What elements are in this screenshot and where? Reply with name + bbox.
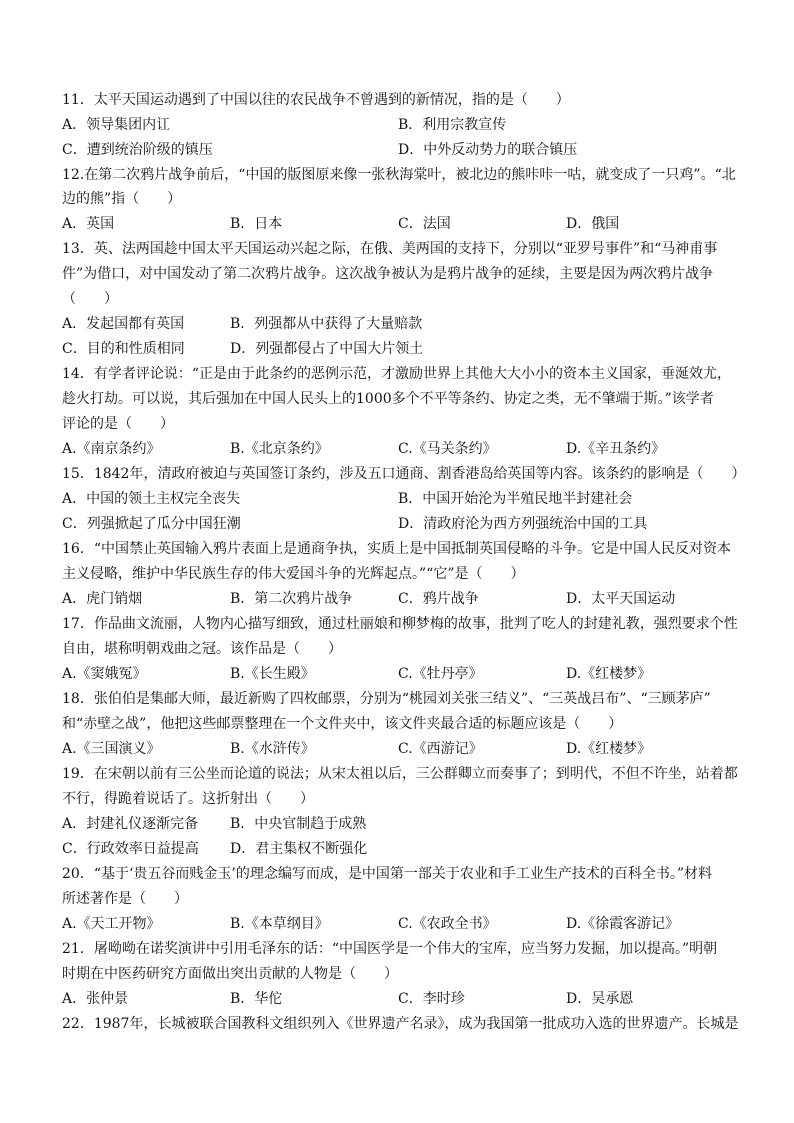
question-15-option-d: D．清政府沦为西方列强统治中国的工具 [398, 516, 648, 532]
question-19-option-a: A．封建礼仪逐渐完备 [62, 816, 199, 832]
question-14-stem-line-2: 趁火打劫。可以说，其后强加在中国人民头上的1000多个不平等条约、协定之类，无不肇端于斯。”该学者 [62, 391, 714, 407]
question-16-stem-line-2: 主义侵略，维护中华民族生存的伟大爱国斗争的光辉起点。”“它”是（ ） [62, 566, 525, 582]
question-13-option-c: C．目的和性质相同 [62, 341, 185, 357]
question-18-stem-line-2: 和“赤壁之战”，他把这些邮票整理在一个文件夹中，该文件夹最合适的标题应该是（ ） [62, 716, 623, 732]
question-11-option-c: C．遭到统治阶级的镇压 [62, 142, 213, 158]
question-16-option-d: D．太平天国运动 [566, 591, 676, 607]
question-14-stem-line-1: 14．有学者评论说：“正是由于此条约的恶例示范，才激励世界上其他大大小小的资本主义国家，垂涎效尤， [62, 366, 731, 382]
question-14-stem-line-3: 评论的是（ ） [62, 416, 174, 432]
question-11-option-d: D．中外反动势力的联合镇压 [398, 142, 578, 158]
question-22-stem-line-1: 22．1987年，长城被联合国教科文组织列入《世界遗产名录》，成为我国第一批成功入选的世界遗产。长城是 [62, 1016, 739, 1032]
question-12-stem-line-2: 边的熊”指（ ） [62, 191, 182, 207]
question-19-stem-line-1: 19．在宋朝以前有三公坐而论道的说法；从宋太祖以后，三公群卿立而奏事了；到明代，不但不许坐，站着都 [62, 766, 738, 782]
question-18-option-d: D.《红楼梦》 [566, 741, 652, 757]
question-20-option-c: C.《农政全书》 [398, 916, 497, 932]
question-20-option-b: B.《本草纲目》 [230, 916, 329, 932]
question-13-stem-line-1: 13．英、法两国趁中国太平天国运动兴起之际，在俄、美两国的支持下，分别以“亚罗号事件”和“马神甫事 [62, 241, 718, 257]
question-17-stem-line-1: 17．作品曲文流丽，人物内心描写细致，通过杜丽娘和柳梦梅的故事，批判了吃人的封建礼教，强烈要求个性 [62, 616, 738, 632]
question-15-option-b: B．中国开始沦为半殖民地半封建社会 [398, 491, 633, 507]
question-15-option-c: C．列强掀起了瓜分中国狂潮 [62, 516, 241, 532]
question-21-stem-line-2: 时期在中医药研究方面做出突出贡献的人物是（ ） [62, 966, 398, 982]
question-19-option-b: B．中央官制趋于成熟 [230, 816, 367, 832]
question-17-option-c: C.《牡丹亭》 [398, 666, 483, 682]
question-12-option-d: D．俄国 [566, 216, 620, 232]
question-13-stem-line-2: 件”为借口，对中国发动了第二次鸦片战争。这次战争被认为是鸦片战争的延续，主要是因为两次鸦片战争 [62, 266, 714, 282]
question-15-stem: 15．1842年，清政府被迫与英国签订条约，涉及五口通商、割香港岛给英国等内容。该条约的影响是（ ） [62, 466, 746, 482]
question-16-option-c: C．鸦片战争 [398, 591, 479, 607]
question-19-stem-line-2: 不行，得跪着说话了。这折射出（ ） [62, 791, 314, 807]
question-12-option-c: C．法国 [398, 216, 451, 232]
question-13-option-d: D．列强都侵占了中国大片领土 [230, 341, 424, 357]
question-11-option-a: A．领导集团内讧 [62, 117, 171, 133]
question-14-option-d: D.《辛丑条约》 [566, 441, 666, 457]
question-21-option-a: A．张仲景 [62, 991, 129, 1007]
question-21-option-b: B．华佗 [230, 991, 283, 1007]
question-19-option-c: C．行政效率日益提高 [62, 841, 199, 857]
question-12-option-b: B．日本 [230, 216, 283, 232]
question-18-option-a: A.《三国演义》 [62, 741, 161, 757]
question-21-option-d: D．吴承恩 [566, 991, 634, 1007]
question-13-stem-line-3: （ ） [62, 291, 118, 307]
question-16-option-a: A．虎门销烟 [62, 591, 143, 607]
question-11-option-b: B．利用宗教宣传 [398, 117, 507, 133]
question-12-option-a: A．英国 [62, 216, 115, 232]
question-14-option-b: B.《北京条约》 [230, 441, 329, 457]
question-14-option-a: A.《南京条约》 [62, 441, 161, 457]
question-20-stem-line-1: 20．“基于‘贵五谷而贱金玉’的理念编写而成，是中国第一部关于农业和手工业生产技术的百科全书。”材料 [62, 866, 713, 882]
question-17-option-b: B.《长生殿》 [230, 666, 315, 682]
question-17-stem-line-2: 自由，堪称明朝戏曲之冠。该作品是（ ） [62, 641, 342, 657]
question-20-option-a: A.《天工开物》 [62, 916, 161, 932]
question-13-option-a: A．发起国都有英国 [62, 316, 185, 332]
question-15-option-a: A．中国的领土主权完全丧失 [62, 491, 241, 507]
question-18-option-b: B.《水浒传》 [230, 741, 315, 757]
question-17-option-a: A.《窦娥冤》 [62, 666, 147, 682]
question-20-option-d: D.《徐霞客游记》 [566, 916, 680, 932]
question-16-stem-line-1: 16．“中国禁止英国输入鸦片表面上是通商争执，实质上是中国抵制英国侵略的斗争。它是中国人民反对资本 [62, 541, 731, 557]
question-21-stem-line-1: 21．屠呦呦在诺奖演讲中引用毛泽东的话：“中国医学是一个伟大的宝库，应当努力发掘，加以提高。”明朝 [62, 941, 718, 957]
question-21-option-c: C．李时珍 [398, 991, 465, 1007]
question-17-option-d: D.《红楼梦》 [566, 666, 652, 682]
question-20-stem-line-2: 所述著作是（ ） [62, 891, 188, 907]
question-12-stem-line-1: 12.在第二次鸦片战争前后，“中国的版图原来像一张秋海棠叶，被北边的熊咔咔一咕，就变成了一只鸡”。“北 [62, 167, 736, 183]
question-13-option-b: B．列强都从中获得了大量赔款 [230, 316, 423, 332]
question-14-option-c: C.《马关条约》 [398, 441, 497, 457]
question-19-option-d: D．君主集权不断强化 [230, 841, 368, 857]
question-11-stem: 11．太平天国运动遇到了中国以往的农民战争不曾遇到的新情况，指的是（ ） [62, 92, 570, 108]
question-16-option-b: B．第二次鸦片战争 [230, 591, 353, 607]
question-18-stem-line-1: 18．张伯伯是集邮大师，最近新购了四枚邮票，分别为“桃园刘关张三结义”、“三英战吕布”、“三顾茅庐” [62, 691, 711, 707]
question-18-option-c: C.《西游记》 [398, 741, 483, 757]
